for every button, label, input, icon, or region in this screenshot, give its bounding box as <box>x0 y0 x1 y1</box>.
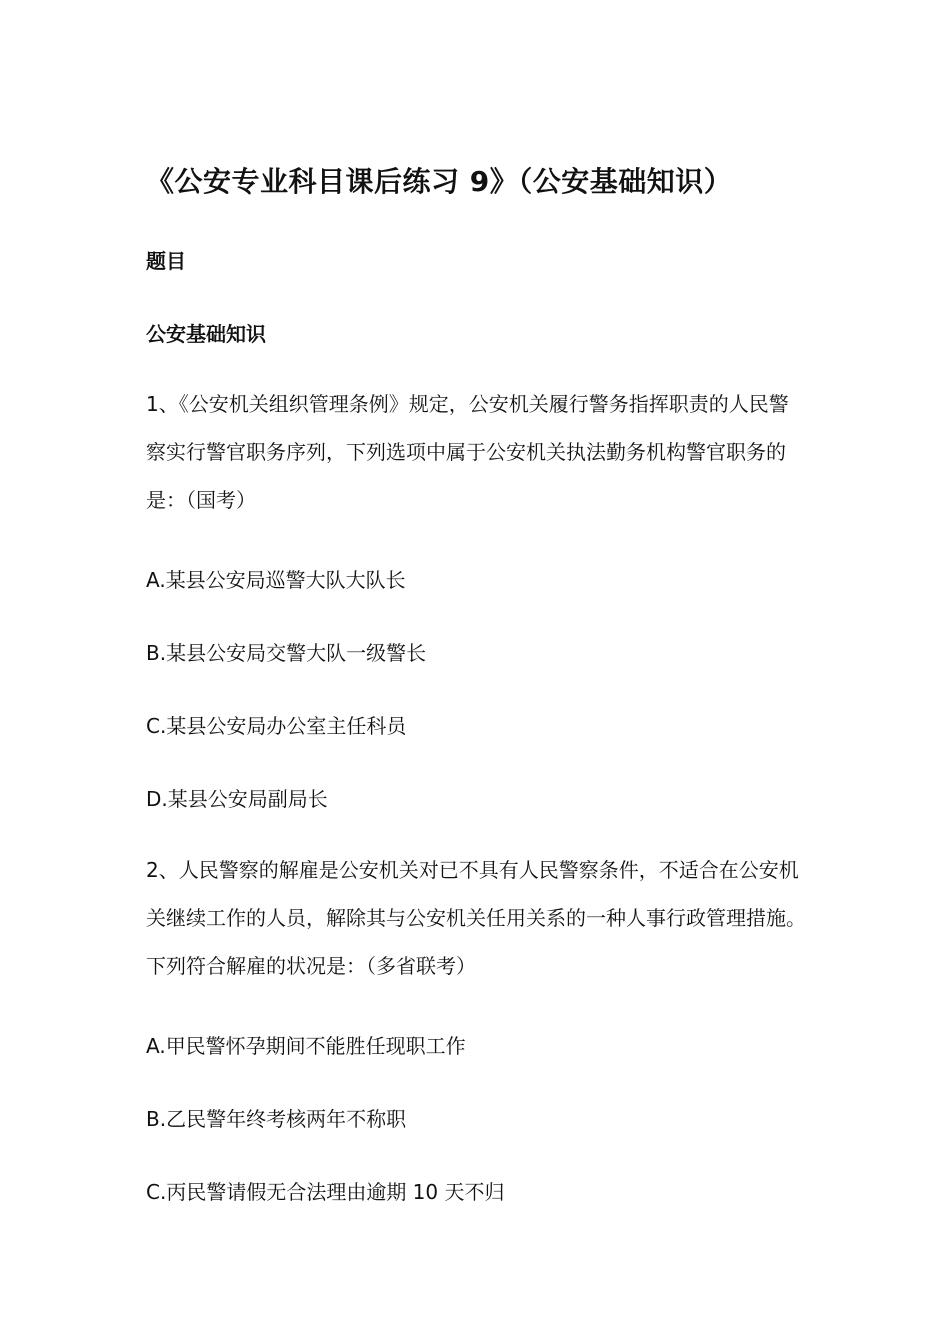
section-label: 题目 <box>146 249 186 273</box>
question-2-option-a: A.甲民警怀孕期间不能胜任现职工作 <box>146 1034 466 1058</box>
question-2-option-b: B.乙民警年终考核两年不称职 <box>146 1107 407 1131</box>
question-1-option-b: B.某县公安局交警大队一级警长 <box>146 641 427 665</box>
question-2-text: 2、人民警察的解雇是公安机关对已不具有人民警察条件，不适合在公安机关继续工作的人员，解除其与公安机关任用关系的一种人事行政管理措施。下列符合解雇的状况是：（多省联考） <box>146 858 806 978</box>
question-1-option-d: D.某县公安局副局长 <box>146 787 328 811</box>
subject-label: 公安基础知识 <box>146 322 266 346</box>
question-1-text: 1、《公安机关组织管理条例》规定，公安机关履行警务指挥职责的人民警察实行警官职务序列，下列选项中属于公安机关执法勤务机构警官职务的是：（国考） <box>146 392 789 512</box>
question-1-option-c: C.某县公安局办公室主任科员 <box>146 714 407 738</box>
document-title: 《公安专业科目课后练习 9》（公安基础知识） <box>146 165 733 198</box>
question-2-option-c: C.丙民警请假无合法理由逾期 10 天不归 <box>146 1180 505 1204</box>
question-1-option-a: A.某县公安局巡警大队大队长 <box>146 568 406 592</box>
